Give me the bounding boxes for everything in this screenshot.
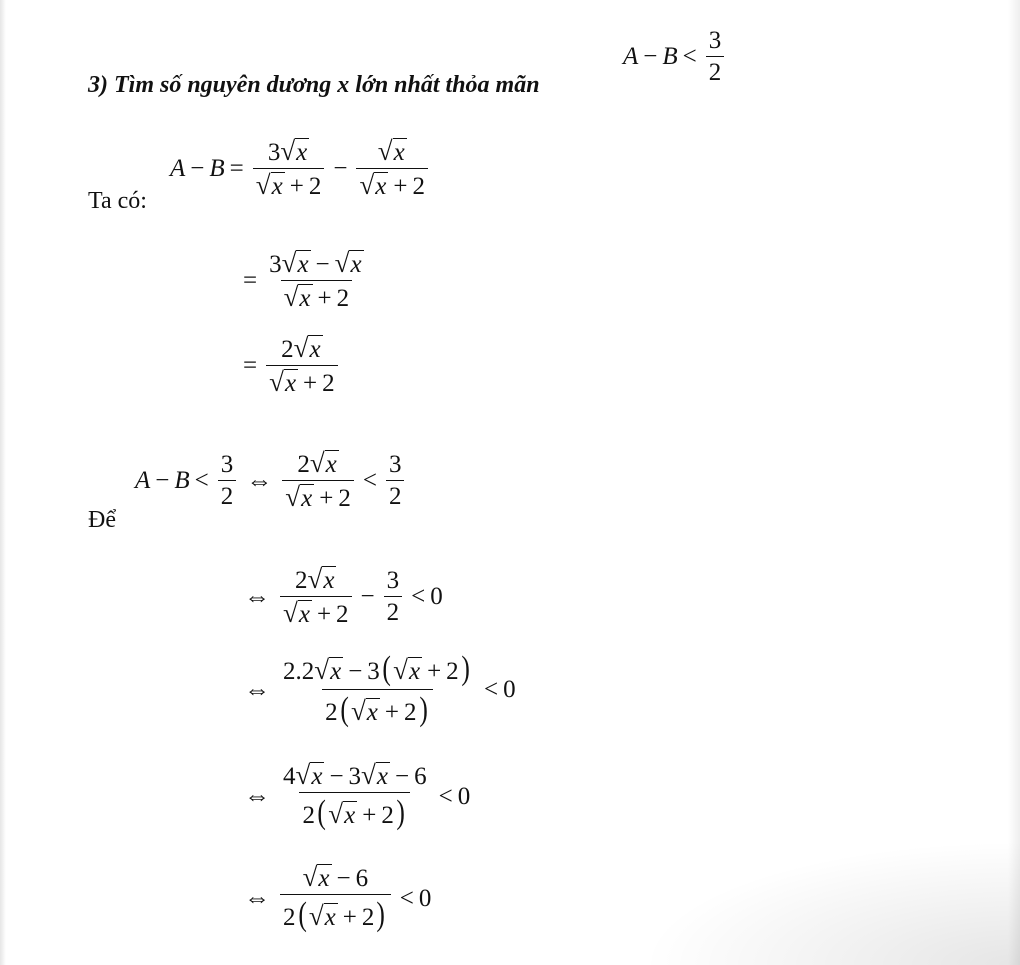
equivalence-arrow: ⇔ [244,581,270,611]
sqrt-x: √ x [377,136,405,166]
sqrt-x: √ x [361,760,388,790]
equivalence-arrow: ⇔ [244,883,270,912]
sqrt-x: √ x [309,448,337,478]
sqrt-x: √ x [359,170,387,200]
page-edge-right [1008,0,1020,965]
heading-condition: A − B < $\frac{3}{2}$ [623,28,728,85]
fraction: 2.2 √ x − 3( √ x + 2) 2( √ x + 2) [283,650,470,728]
sqrt-x: √ x [269,367,297,397]
fraction: 2 √ x √ x + 2 [266,335,338,396]
sqrt-x: √ x [302,862,330,892]
sqrt-x: √ x [283,598,310,628]
fraction: √ x − 6 2( √ x + 2) [280,864,391,932]
page-edge-left [0,0,6,965]
sqrt-x: √ x [280,136,308,166]
equivalence-arrow: ⇔ [244,674,270,704]
fraction-three-halves: $\frac{3}{2}$ [386,452,405,509]
fraction: 4 √ x − 3 √ x − 6 2( √ x + 2) [283,760,427,831]
sqrt-x: √ x [293,333,321,363]
equation-line-1: A − B = 3 √ x √ x + 2 − √ x √ x + 2 [170,138,432,199]
equivalence-arrow: ⇔ [244,781,270,810]
problem-heading: 3) Tìm số nguyên dương x lớn nhất thỏa mãn [88,72,540,98]
fraction-three-halves: $\frac{3}{2}$ [218,452,237,509]
sqrt-x: √ x [334,248,362,278]
sqrt-x: √ x [308,901,336,931]
sqrt-x: √ x [281,248,309,278]
sqrt-x: √ x [283,282,311,312]
fraction: 3 √ x √ x + 2 [253,138,325,199]
sqrt-x: √ x [295,760,323,790]
fraction: 3 √ x − √ x √ x + 2 [269,248,362,312]
equation-line-8: ⇔ √ x − 6 2( √ x + 2) < 0 [244,862,432,933]
fraction: 2 √ x √ x + 2 [280,566,352,627]
fraction: 2 √ x √ x + 2 [282,450,354,511]
equation-line-3: = 2 √ x √ x + 2 [238,335,342,396]
sqrt-x: √ x [328,799,356,829]
label-de: Để [88,507,116,533]
sqrt-x: √ x [285,482,313,512]
sqrt-x: √ x [255,170,283,200]
equation-line-5: ⇔ 2 √ x √ x + 2 − $\frac{3}{2}$ < 0 [244,564,443,628]
fraction: √ x √ x + 2 [356,138,428,199]
equation-line-4: A − B < $\frac{3}{2}$ ⇔ 2 √ x √ x + 2 < $\frac{3}{2}$ [135,450,408,511]
equation-line-2: = 3 √ x − √ x √ x + 2 [238,250,371,311]
sqrt-x: √ x [307,564,335,594]
fraction-three-halves: $\frac{3}{2}$ [384,568,403,625]
equivalence-arrow: ⇔ [246,465,273,495]
sqrt-x: √ x [314,655,342,685]
sqrt-x: √ x [350,696,378,726]
equation-line-7: ⇔ 4 √ x − 3 √ x − 6 2( √ x + 2) < 0 [244,760,471,831]
corner-shadow [640,840,1020,965]
equation-line-6: ⇔ 2.2 √ x − 3( √ x + 2) 2( √ x + 2) < 0 [244,650,516,728]
fraction-three-halves: $\frac{3}{2}$ [706,28,725,85]
sqrt-x: √ x [393,655,421,685]
label-ta-co: Ta có: [88,188,147,214]
